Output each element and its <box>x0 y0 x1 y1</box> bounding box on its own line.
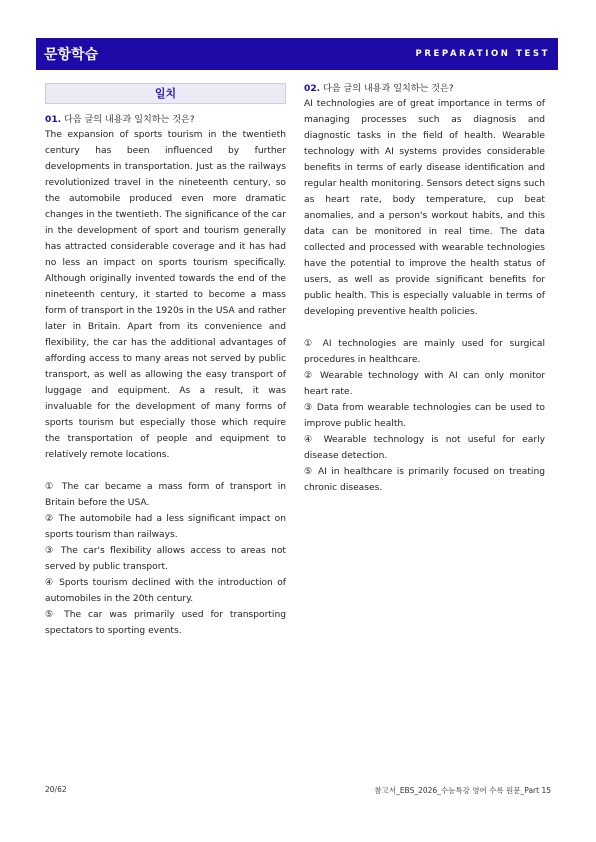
question-2-option-5[interactable]: ⑤ AI in healthcare is primarily focused on treating chronic diseases. <box>304 467 545 493</box>
question-2-prompt: 다음 글의 내용과 일치하는 것은? <box>323 84 454 94</box>
question-1-passage: The expansion of sports tourism in the twentieth century has been influenced by further developments in transportation. Just as the railways revolutionized travel in the nineteenth century, so the automobile produced even more dramatic changes in the twentieth. The significance of the car in the development of sport and tourism generally has attracted considerable coverage and it has had no less an impact on sports tourism specifically. Although originally invented towards the end of the nineteenth century, it started to become a mass form of transport in the 1920s in the USA and rather later in Britain. Apart from its convenience and flexibility, the car has the additional advantages of affording access to many areas not served by public transport, as well as allowing the easy transport of luggage and equipment. As a result, it was invaluable for the development of many forms of sports tourism but especially those which require the transportation of people and equipment to relatively remote locations. <box>45 130 286 460</box>
section-label: 일치 <box>154 86 177 100</box>
question-2-option-3[interactable]: ③ Data from wearable technologies can be used to improve public health. <box>304 403 545 429</box>
left-column <box>45 83 286 639</box>
question-1-heading <box>45 114 286 127</box>
question-1-options <box>45 479 286 639</box>
question-2-passage: AI technologies are of great importance in terms of managing processes such as diagnosis and diagnostic tasks in the field of health. Wearable technology with AI systems provides considerable benefits in terms of early disease identification and regular health monitoring. Sensors detect signs such as heart rate, body temperature, cup beat anomalies, and a person's workout habits, and this data can be monitored in real time. The data collected and processed with wearable technologies have the potential to improve the health status of users, as well as provide significant benefits for public health. This is especially valuable in terms of developing preventive health policies. <box>304 99 545 317</box>
source-label: 참고서_EBS_2026_수능특강 영어 수록 원문_Part 15 <box>374 786 551 795</box>
question-2-options <box>304 336 545 496</box>
question-1-number: 01. <box>45 115 62 125</box>
question-1-prompt: 다음 글의 내용과 일치하는 것은? <box>64 115 195 125</box>
header-title: 문항학습 <box>44 47 99 63</box>
page-footer <box>45 785 551 796</box>
question-1-option-5[interactable]: ⑤ The car was primarily used for transporting spectators to sporting events. <box>45 610 286 636</box>
page-number: 20/62 <box>45 785 67 794</box>
question-2-option-2[interactable]: ② Wearable technology with AI can only monitor heart rate. <box>304 371 545 397</box>
question-2-option-1[interactable]: ① AI technologies are mainly used for surgical procedures in healthcare. <box>304 339 545 365</box>
question-1-option-3[interactable]: ③ The car's flexibility allows access to areas not served by public transport. <box>45 546 286 572</box>
question-2-number: 02. <box>304 84 321 94</box>
section-label-box <box>45 83 286 104</box>
question-2-option-4[interactable]: ④ Wearable technology is not useful for early disease detection. <box>304 435 545 461</box>
right-column <box>304 83 545 496</box>
question-1-option-4[interactable]: ④ Sports tourism declined with the introduction of automobiles in the 20th century. <box>45 578 286 604</box>
page-header <box>36 38 558 70</box>
header-tag: PREPARATION TEST <box>415 49 550 59</box>
question-1-option-2[interactable]: ② The automobile had a less significant impact on sports tourism than railways. <box>45 514 286 540</box>
question-1-option-1[interactable]: ① The car became a mass form of transport in Britain before the USA. <box>45 482 286 508</box>
question-2-heading <box>304 83 545 96</box>
